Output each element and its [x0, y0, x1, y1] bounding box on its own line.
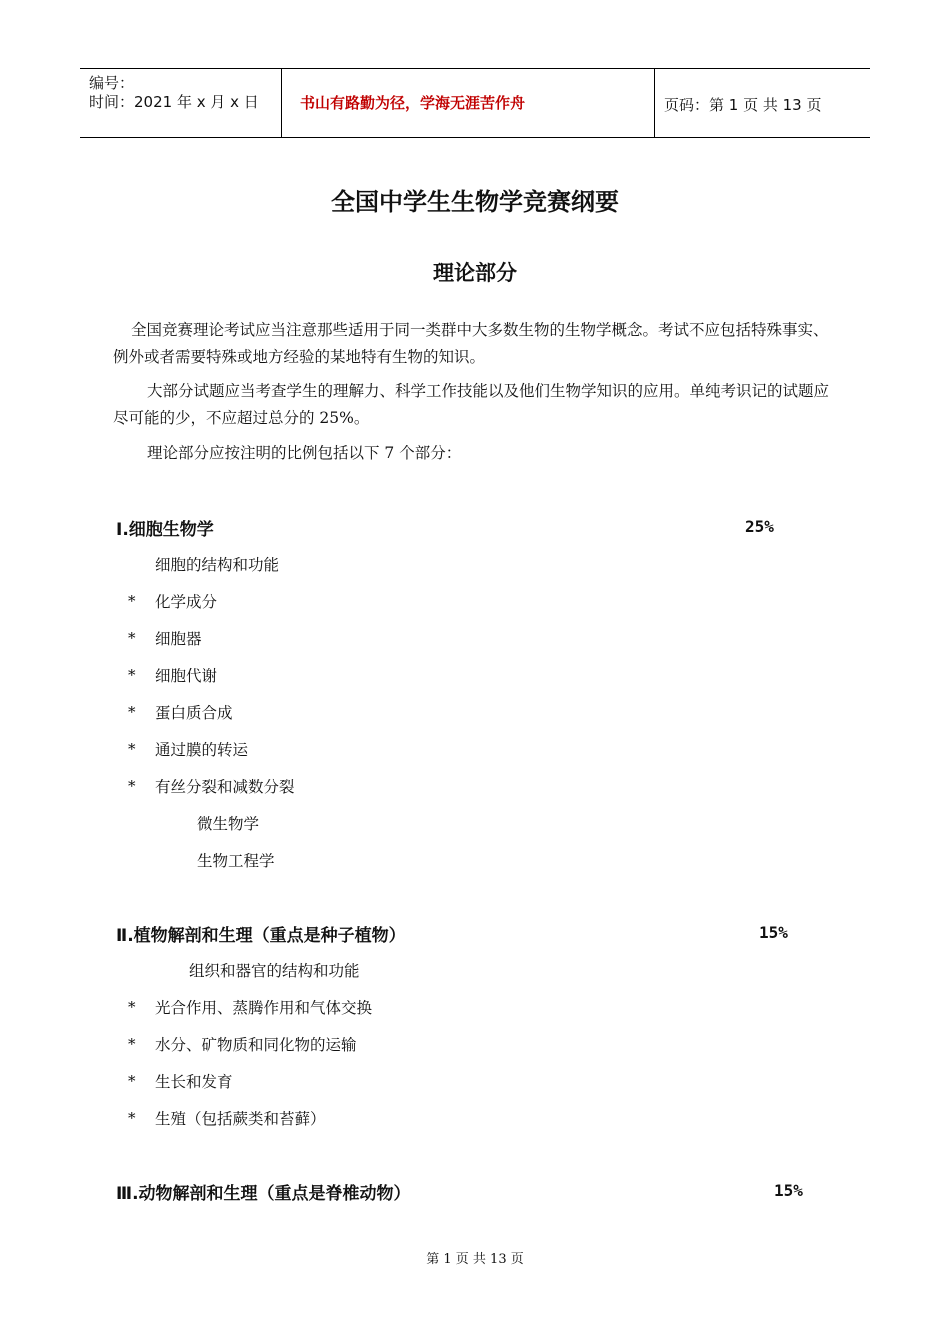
page-footer: 第 1 页 共 13 页	[426, 1252, 524, 1267]
bullet-icon: *	[128, 777, 136, 795]
section-intro: 细胞的结构和功能	[155, 556, 280, 574]
intro-paragraph-2: 大部分试题应当考查学生的理解力、科学工作技能以及他们生物学知识的应用。单纯考识记的试题应尽可能的少，不应超过总分的 25%。	[113, 382, 830, 427]
intro-paragraph-1: 全国竞赛理论考试应当注意那些适用于同一类群中大多数生物的生物学概念。考试不应包括特殊事实、例外或者需要特殊或地方经验的某地特有生物的知识。	[113, 321, 829, 366]
section-title-cell-biology: Ⅰ.细胞生物学	[116, 520, 214, 540]
list-item: 水分、矿物质和同化物的运输	[155, 1036, 357, 1054]
header-table	[80, 68, 870, 138]
bullet-icon: *	[128, 998, 136, 1016]
sub-item: 微生物学	[197, 815, 260, 833]
header-divider	[654, 69, 655, 137]
bullet-icon: *	[128, 1035, 136, 1053]
bullet-icon: *	[128, 740, 136, 758]
sub-item: 生物工程学	[197, 852, 275, 870]
list-item: 生长和发育	[155, 1073, 233, 1091]
time-label: 时间：2021 年 x 月 x 日	[89, 93, 259, 111]
list-item: 生殖（包括蕨类和苔藓）	[155, 1110, 326, 1128]
motto: 书山有路勤为径，学海无涯苦作舟	[300, 94, 526, 112]
bullet-icon: *	[128, 1072, 136, 1090]
section-percent: 15%	[759, 923, 788, 942]
list-item: 通过膜的转运	[155, 741, 249, 759]
section-percent: 25%	[745, 517, 774, 536]
list-item: 化学成分	[155, 593, 218, 611]
bullet-icon: *	[128, 592, 136, 610]
intro-paragraph-3: 理论部分应按注明的比例包括以下 7 个部分：	[147, 444, 462, 462]
page-info: 页码：第 1 页 共 13 页	[664, 96, 822, 114]
bullet-icon: *	[128, 1109, 136, 1127]
bullet-icon: *	[128, 666, 136, 684]
bullet-icon: *	[128, 629, 136, 647]
section-percent: 15%	[774, 1181, 803, 1200]
list-item: 蛋白质合成	[155, 704, 233, 722]
list-item: 细胞器	[155, 630, 202, 648]
header-divider	[281, 69, 282, 137]
section-intro: 组织和器官的结构和功能	[189, 962, 360, 980]
document-subtitle: 理论部分	[433, 261, 517, 285]
list-item: 细胞代谢	[155, 667, 218, 685]
section-title-animal-anatomy: Ⅲ.动物解剖和生理（重点是脊椎动物）	[116, 1184, 411, 1204]
list-item: 光合作用、蒸腾作用和气体交换	[155, 999, 373, 1017]
bullet-icon: *	[128, 703, 136, 721]
list-item: 有丝分裂和减数分裂	[155, 778, 295, 796]
section-title-plant-anatomy: Ⅱ.植物解剖和生理（重点是种子植物）	[116, 926, 406, 946]
document-title: 全国中学生生物学竞赛纲要	[331, 188, 619, 216]
number-label: 编号：	[89, 74, 135, 92]
